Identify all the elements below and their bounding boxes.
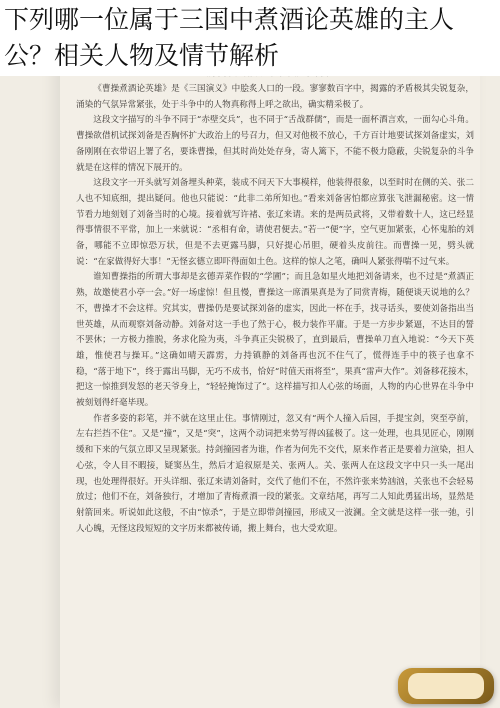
page-headline: 下列哪一位属于三国中煮酒论英雄的主人公？相关人物及情节解析	[0, 0, 500, 76]
document-paragraph: 《曹操煮酒论英雄》是《三国演义》中脍炙人口的一段。寥寥数百字中，揭露的矛盾极其尖锐复杂，涌染的气氛异常紧张，处于斗争中的人物真称得上呼之欲出，确实精采极了。	[76, 84, 474, 110]
document-paragraph: 这段文字描写的斗争不同于“赤壁交兵”，也不同于“舌战群儒”，而是一面杯酒言欢，一面勾心斗角。曹操欲借机试探刘备是否胸怀扩大政治上的号召力，但又对他极不放心，千方百计地要试探刘备虚实，刘备刚刚在衣带诏上署了名，要诛曹操，但其时尚处处存身，寄人篱下，不能不极力隐蔽，尖锐复杂的斗争就是在这样的情况下展开的。	[76, 115, 474, 173]
document-paragraph: 作者多姿的彩笔，并不就在这里止住。事情刚过，忽又有“两个人撞入后园，手提宝剑，突至亭前，左右拦挡不住”。又是“撞”，又是“突”，这两个动词把来势写得凶猛极了。这一处理，也具见匠心，刚刚缓和下来的气氛立即又呈现紧张。持剑撞园者为谁，作者为何先不交代，原来作者正是要着力渲染，担人心弦，令人目不暇接，疑窦丛生，然后才追叙原是关、张两人。关、张两人在这段文字中只一头一尾出现，也处理得很好。开头详细、张辽来请刘备时，交代了他们不在，不然许张来势汹汹，关张也不会轻易放过；他们不在，刘备独行，才增加了青梅煮酒一段的紧张。文章结尾，再写二人知此勇猛出场，显然是射箭回来。听说如此这般，不由“惊杀”，于是立即带剑撞园，形成又一波澜。全文就是这样一张一弛，引人心魄，无怪这段短短的文字历来都被传诵，搬上舞台，也大受欢迎。	[76, 413, 474, 534]
document-body	[76, 82, 474, 682]
document-paragraph: 这段文字一开头就写刘备埋头种菜，装成不问天下大事模样，他装得很象，以至时时在侧的关、张二人也不知底细，提出疑问。他也只能说：“此非二弟所知也。”看来刘备害怕都应算张飞泄漏秘密。这一情节看力地刻划了刘备当时的心境。接着就写许褚、张辽来请。来的是两员武将，又带着数十人，这已经显得事情很不平常，加上一来就说：“丞相有命，请使君便去。”若一“便”字，空气更加紧张，心怀鬼胎的刘备，哪能不立即惊恐万状，但是不去更露马脚，只好提心吊胆，硬着头皮前往。而曹操一见，劈头就说：“在家做得好大事！”无怪玄德立即吓得面如土色。这样的惊人之笔，确叫人紧张得喘不过气来。	[76, 178, 474, 267]
watermark-logo-icon	[398, 668, 494, 704]
document-paragraph: 谁知曹操指的所谓大事却是玄德弄菜作假的“学圃”；而且急如星火地把刘备请来，也不过是“煮酒正熟，故邀使君小亭一会。”好一场虚惊！但且慢，曹操这一席酒果真是为了同赏青梅，随便谈天说地的么？不，曹操才不会这样。究其实，曹操仍是要试探刘备的虚实，因此一杯在手，找寻话头，要使刘备指出当世英雄，从而观察刘备动静。刘备对这一手也了然于心，极力装作平庸。于是一方步步紧逼，不达目的誓不罢休；一方极力推脱，务求化险为夷，斗争真正尖锐极了，直到最后，曹操单刀直入地说：“今天下英雄，惟使君与操耳。”这确如晴天霹雳，力持镇静的刘备再也沉不住气了，慌得连手中的筷子也拿不稳，“落于地下”，终于露出马脚，无巧不成书，恰好“时值天雨将至”，果真“雷声大作”。刘备移花接木，把这一惊推到发怒的老天爷身上，“轻轻掩饰过了”。这样描写扣人心弦的场面，人物的内心世界在斗争中被刻划得纤毫毕现。	[76, 272, 474, 409]
